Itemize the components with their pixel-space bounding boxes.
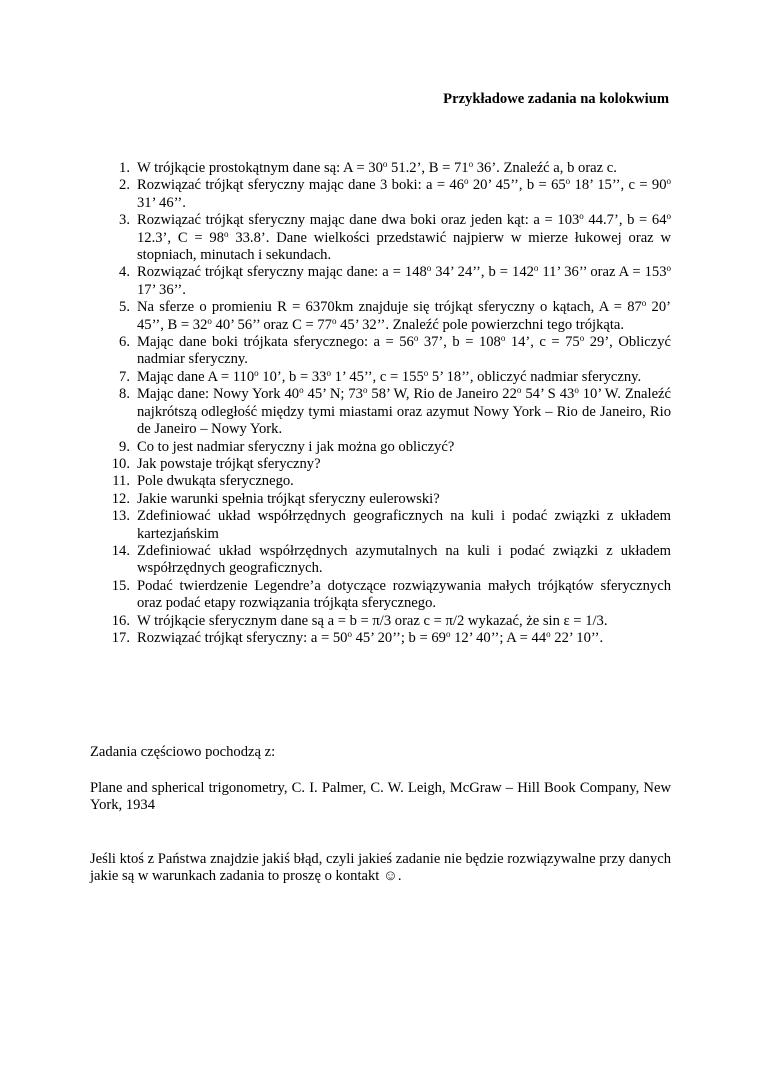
task-number: 4. <box>119 264 130 281</box>
task-item <box>90 299 671 334</box>
task-item <box>90 613 671 630</box>
task-number: 8. <box>119 386 130 403</box>
source-reference: Plane and spherical trigonometry, C. I. Palmer, C. W. Leigh, McGraw – Hill Book Company, New York, 1934 <box>90 780 671 814</box>
task-text: Jakie warunki spełnia trójkąt sferyczny eulerowski? <box>137 490 440 507</box>
task-list <box>90 160 671 647</box>
task-text: Zdefiniować układ współrzędnych geograficznych na kuli i podać związki z układem kartezjańskim <box>137 508 671 542</box>
task-number: 7. <box>119 368 130 385</box>
task-text: Jak powstaje trójkąt sferyczny? <box>137 455 321 472</box>
task-item <box>90 439 671 456</box>
task-number: 1. <box>119 160 130 176</box>
task-text: Rozwiązać trójkąt sferyczny mając dane 3 boki: $a = 46^o$ 20’ 45’’, $b = 65^o$ 18’ 15’’, $c = 90^o$ 31’ 46’’. <box>137 176 671 211</box>
task-text: Rozwiązać trójkąt sferyczny mając dane: $a = 148^o$ 34’ 24’’, $b = 142^o$ 11’ 36’’ oraz $A = 153^o$ 17’ 36’’. <box>137 263 671 298</box>
task-text: W trójkącie sferycznym dane są a = b = π/3 oraz c = π/2 wykazać, że sin ε = 1/3. <box>137 612 608 629</box>
page-title: Przykładowe zadania na kolokwium <box>443 91 669 107</box>
task-text: Rozwiązać trójkąt sferyczny mając dane dwa boki oraz jeden kąt: $a = 103^o$ 44.7’, $b = 64^o$ 12.3’, $C = 98^o$ 33.8’. Dane wielkości przedstawić najpierw w mierze łukowej oraz w stopniach, minutach i sekundach. <box>137 211 672 264</box>
task-text: Pole dwukąta sferycznego. <box>137 473 294 490</box>
task-number: 2. <box>119 177 130 194</box>
task-text: Zdefiniować układ współrzędnych azymutalnych na kuli i podać związki z układem współrzędnych geograficznych. <box>137 542 671 577</box>
source-intro: Zadania częściowo pochodzą z: <box>90 744 276 760</box>
task-text: Rozwiązać trójkąt sferyczny: $a = 50^o$ 45’ 20’’; $b = 69^o$ 12’ 40’’; $A = 44^o$ 22’ 10’’. <box>137 628 604 646</box>
task-item <box>90 508 671 543</box>
task-text: Mając dane $A = 110^o$ 10’, $b = 33^o$ 1’ 45’’, $c = 155^o$ 5’ 18’’, obliczyć nadmiar sferyczny. <box>137 367 642 385</box>
task-number: 10. <box>111 455 130 472</box>
task-text: Na sferze o promieniu R = 6370km znajduje się trójkąt sferyczny o kątach, $A = 87^o$ 20’ 45’’, $B = 32^o$ 40’ 56’’ oraz $C = 77^o$ 45’ 32’’. Znaleźć pole powierzchni tego trójkąta. <box>137 298 671 333</box>
task-item <box>90 491 671 508</box>
task-item <box>90 386 671 438</box>
task-item <box>90 456 671 473</box>
task-number: 17. <box>111 629 130 646</box>
task-number: 12. <box>111 490 130 507</box>
task-item <box>90 177 671 212</box>
task-item <box>90 160 671 177</box>
task-number: 9. <box>119 438 130 455</box>
task-item <box>90 543 671 578</box>
task-item <box>90 578 671 613</box>
task-number: 11. <box>112 473 130 490</box>
task-number: 3. <box>119 212 130 229</box>
task-text: Podać twierdzenie Legendre’a dotyczące rozwiązywania małych trójkątów sferycznych oraz podać etapy rozwiązania trójkąta sferycznego. <box>137 577 671 612</box>
task-number: 16. <box>111 612 130 629</box>
contact-note: Jeśli ktoś z Państwa znajdzie jakiś błąd, czyli jakieś zadanie nie będzie rozwiązywalne przy danych jakie są w warunkach zadania to proszę o kontakt ☺. <box>90 851 671 885</box>
task-text: W trójkącie prostokątnym dane są: $A = 30^o$ 51.2’, $B = 71^o$ 36’. Znaleźć a, b oraz c. <box>137 159 617 176</box>
task-number: 6. <box>119 334 130 351</box>
task-number: 15. <box>111 577 130 594</box>
task-item <box>90 630 671 647</box>
task-number: 5. <box>119 299 130 316</box>
task-item <box>90 473 671 490</box>
task-item <box>90 369 671 386</box>
task-text: Mając dane boki trójkata sferycznego: $a = 56^o$ 37’, $b = 108^o$ 14’, $c = 75^o$ 29’, Obliczyć nadmiar sferyczny. <box>137 333 671 368</box>
task-item <box>90 264 671 299</box>
task-text: Co to jest nadmiar sferyczny i jak można go obliczyć? <box>137 438 455 455</box>
task-item <box>90 334 671 369</box>
task-number: 14. <box>111 542 130 559</box>
task-text: Mając dane: Nowy York 40$^o$ 45’ N; 73$^o$ 58’ W, Rio de Janeiro 22$^o$ 54’ S 43$^o$ 10’ W. Znaleźć najkrótszą odległość między tymi miastami oraz azymut Nowy York – Rio de Janeiro, Rio de Janeiro – Nowy York. <box>137 385 671 438</box>
task-number: 13. <box>111 508 130 525</box>
task-item <box>90 212 671 264</box>
